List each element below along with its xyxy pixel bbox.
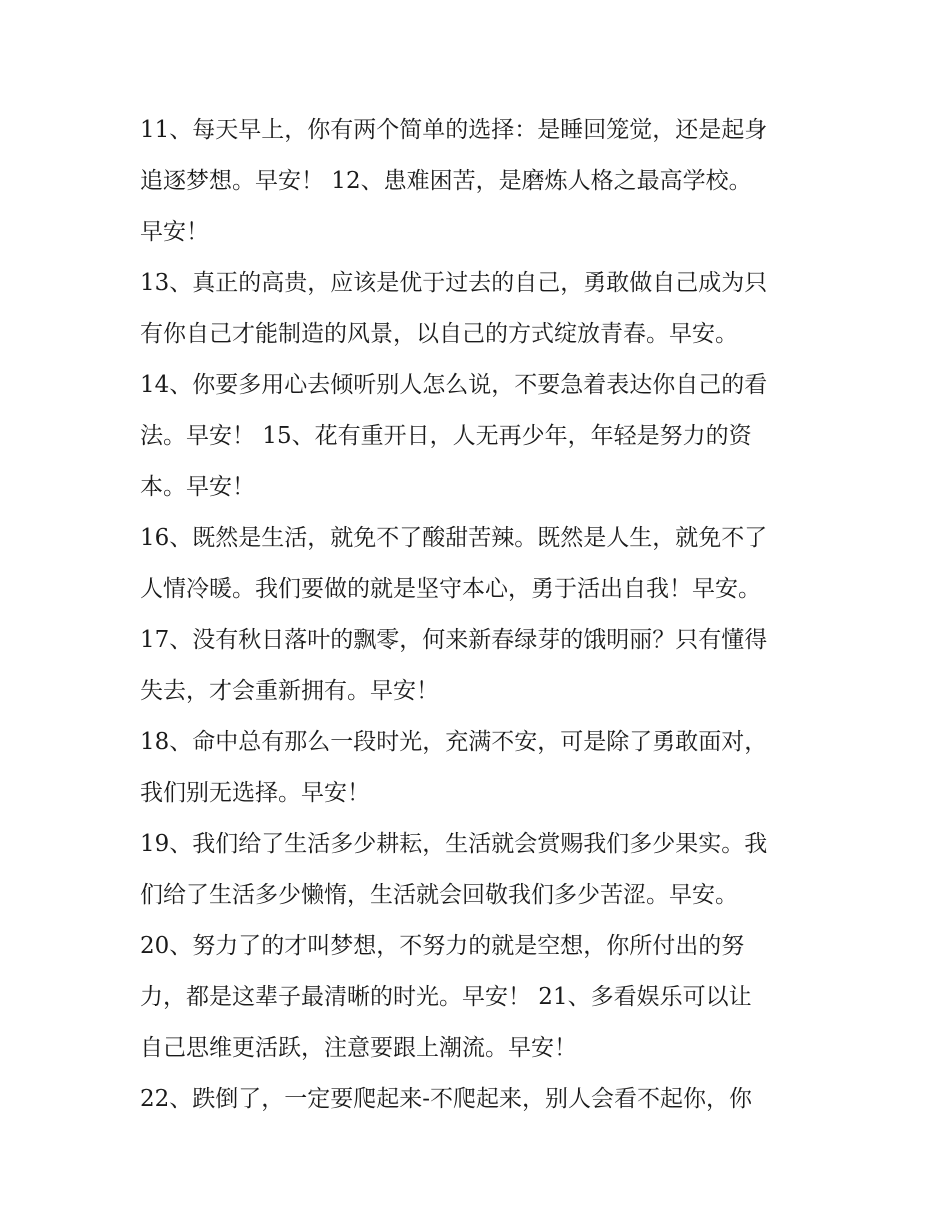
text-line-4: 13、真正的高贵，应该是优于过去的自己，勇敢做自己成为只: [140, 270, 768, 296]
text-line-17: 20、努力了的才叫梦想，不努力的就是空想，你所付出的努: [140, 933, 745, 959]
document-body: [140, 105, 820, 1125]
text-line-6: 14、你要多用心去倾听别人怎么说，不要急着表达你自己的看: [140, 372, 768, 398]
text-line-15: 19、我们给了生活多少耕耘，生活就会赏赐我们多少果实。我: [140, 831, 768, 857]
text-line-16: 们给了生活多少懒惰，生活就会回敬我们多少苦涩。早安。: [140, 882, 738, 908]
text-line-20: 22、跌倒了，一定要爬起来-不爬起来，别人会看不起你，你: [140, 1086, 753, 1112]
text-line-14: 我们别无选择。早安！: [140, 780, 370, 806]
text-line-1: 11、每天早上，你有两个简单的选择：是睡回笼觉，还是起身: [140, 117, 768, 143]
text-line-9: 16、既然是生活，就免不了酸甜苦辣。既然是人生，就免不了: [140, 525, 768, 551]
text-line-10: 人情冷暖。我们要做的就是坚守本心，勇于活出自我！早安。: [140, 576, 761, 602]
text-line-13: 18、命中总有那么一段时光，充满不安，可是除了勇敢面对，: [140, 729, 768, 755]
text-line-18: 力，都是这辈子最清晰的时光。早安！ 21、多看娱乐可以让: [140, 984, 752, 1010]
text-line-12: 失去，才会重新拥有。早安！: [140, 678, 439, 704]
text-line-8: 本。早安！: [140, 474, 255, 500]
text-line-3: 早安！: [140, 219, 209, 245]
text-line-5: 有你自己才能制造的风景，以自己的方式绽放青春。早安。: [140, 321, 738, 347]
text-line-19: 自己思维更活跃，注意要跟上潮流。早安！: [140, 1035, 577, 1061]
text-line-7: 法。早安！ 15、花有重开日，人无再少年，年轻是努力的资: [140, 423, 752, 449]
text-line-2: 追逐梦想。早安！ 12、患难困苦，是磨炼人格之最高学校。: [140, 168, 752, 194]
text-line-11: 17、没有秋日落叶的飘零，何来新春绿芽的饿明丽？只有懂得: [140, 627, 768, 653]
